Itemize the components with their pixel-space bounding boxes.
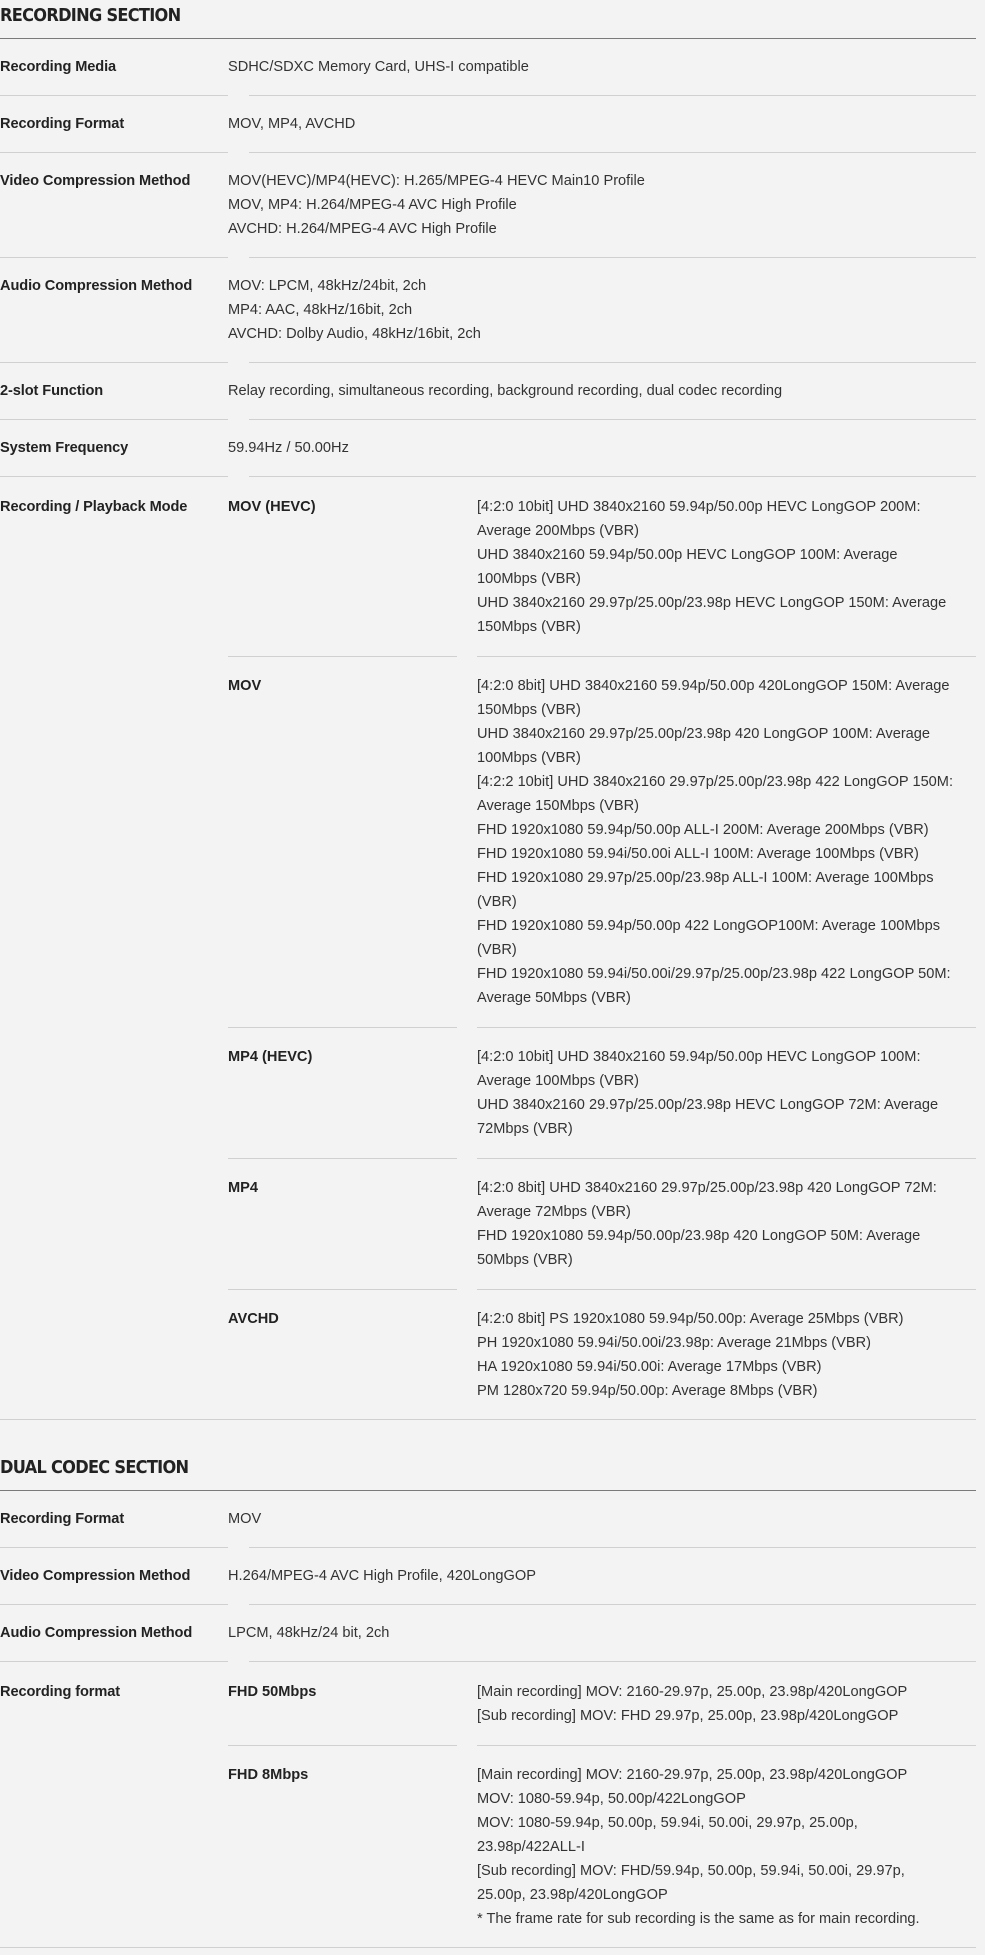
mode-description-line: Average 100Mbps (VBR) — [477, 1073, 639, 1089]
mode-description — [477, 656, 976, 1027]
spec-value-line: MOV(HEVC)/MP4(HEVC): H.265/MPEG-4 HEVC Main10 Profile — [228, 173, 645, 189]
spec-row — [0, 420, 976, 477]
mode-description-line: FHD 1920x1080 59.94p/50.00p 422 LongGOP100M: Average 100Mbps — [477, 918, 941, 934]
spec-value — [228, 1564, 976, 1588]
spec-value — [228, 379, 976, 403]
mode-description-line: UHD 3840x2160 59.94p/50.00p HEVC LongGOP 100M: Average — [477, 547, 898, 563]
playback-mode-list — [228, 477, 976, 1420]
mode-description — [477, 1158, 976, 1289]
mode-description-line: 25.00p, 23.98p/420LongGOP — [477, 1887, 668, 1903]
spec-label: Video Compression Method — [0, 173, 191, 189]
mode-description-line: [Main recording] MOV: 2160-29.97p, 25.00p, 23.98p/420LongGOP — [477, 1684, 908, 1700]
mode-description-line: Average 200Mbps (VBR) — [477, 523, 639, 539]
spec-row — [0, 96, 976, 153]
spec-value-line: LPCM, 48kHz/24 bit, 2ch — [228, 1625, 390, 1641]
mode-description-line: 23.98p/422ALL-I — [477, 1839, 585, 1855]
mode-description-line: Average 150Mbps (VBR) — [477, 798, 639, 814]
mode-description-line: (VBR) — [477, 942, 517, 958]
spec-row — [0, 1548, 976, 1605]
spec-value-line: SDHC/SDXC Memory Card, UHS-I compatible — [228, 59, 529, 75]
spec-row — [0, 39, 976, 96]
mode-entry — [228, 1289, 976, 1420]
mode-entry — [228, 1158, 976, 1289]
spec-row — [0, 1605, 976, 1662]
spec-label: Video Compression Method — [0, 1568, 191, 1584]
mode-description-line: UHD 3840x2160 29.97p/25.00p/23.98p HEVC LongGOP 72M: Average — [477, 1097, 939, 1113]
spec-value — [228, 1621, 976, 1645]
mode-description-line: UHD 3840x2160 29.97p/25.00p/23.98p 420 LongGOP 100M: Average — [477, 726, 931, 742]
mode-description-line: 72Mbps (VBR) — [477, 1121, 573, 1137]
mode-entry — [228, 1662, 976, 1745]
mode-description-line: UHD 3840x2160 29.97p/25.00p/23.98p HEVC LongGOP 150M: Average — [477, 595, 947, 611]
spec-value-line: MOV, MP4, AVCHD — [228, 116, 356, 132]
mode-description-line: [Sub recording] MOV: FHD 29.97p, 25.00p, 23.98p/420LongGOP — [477, 1708, 899, 1724]
section-title: RECORDING SECTION — [0, 5, 181, 26]
mode-description-line: 150Mbps (VBR) — [477, 619, 581, 635]
spec-label: Recording format — [0, 1684, 121, 1700]
spec-label: Recording Format — [0, 116, 125, 132]
mode-description-line: 150Mbps (VBR) — [477, 702, 581, 718]
mode-entry — [228, 1027, 976, 1158]
mode-description-line: FHD 1920x1080 59.94i/50.00i/29.97p/25.00p/23.98p 422 LongGOP 50M: — [477, 966, 951, 982]
recording-format-list — [228, 1662, 976, 1948]
spec-row — [0, 258, 976, 363]
mode-description-line: [4:2:0 10bit] UHD 3840x2160 59.94p/50.00p HEVC LongGOP 200M: — [477, 499, 921, 515]
mode-description — [477, 477, 976, 656]
spec-value-line: MOV: LPCM, 48kHz/24bit, 2ch — [228, 278, 427, 294]
spec-row-playback-mode — [0, 477, 976, 1420]
mode-name: MOV (HEVC) — [228, 499, 316, 515]
spec-value-line: MOV — [228, 1511, 262, 1527]
spec-label: Audio Compression Method — [0, 278, 193, 294]
spec-row-recording-format — [0, 1662, 976, 1948]
spec-value-line: MP4: AAC, 48kHz/16bit, 2ch — [228, 302, 413, 318]
mode-description — [477, 1745, 976, 1948]
spec-label: Audio Compression Method — [0, 1625, 193, 1641]
spec-value — [228, 1507, 976, 1531]
mode-description-line: MOV: 1080-59.94p, 50.00p, 59.94i, 50.00i, 29.97p, 25.00p, — [477, 1815, 858, 1831]
mode-description-line: Average 50Mbps (VBR) — [477, 990, 631, 1006]
mode-name: MP4 (HEVC) — [228, 1049, 313, 1065]
spec-value — [228, 55, 976, 79]
spec-label: Recording Format — [0, 1511, 125, 1527]
mode-entry — [228, 1745, 976, 1948]
section-title: DUAL CODEC SECTION — [0, 1457, 189, 1478]
spec-value — [228, 169, 976, 241]
mode-description-line: Average 72Mbps (VBR) — [477, 1204, 631, 1220]
mode-description-line: 100Mbps (VBR) — [477, 571, 581, 587]
mode-description-line: HA 1920x1080 59.94i/50.00i: Average 17Mbps (VBR) — [477, 1359, 822, 1375]
mode-description-line: [4:2:0 8bit] PS 1920x1080 59.94p/50.00p: Average 25Mbps (VBR) — [477, 1311, 904, 1327]
spec-label: Recording / Playback Mode — [0, 499, 188, 515]
mode-description-line: [Main recording] MOV: 2160-29.97p, 25.00p, 23.98p/420LongGOP — [477, 1767, 908, 1783]
spec-value-line: Relay recording, simultaneous recording, background recording, dual codec recording — [228, 383, 783, 399]
mode-description-line: MOV: 1080-59.94p, 50.00p/422LongGOP — [477, 1791, 746, 1807]
spec-row — [0, 1491, 976, 1548]
mode-description-line: [4:2:0 8bit] UHD 3840x2160 29.97p/25.00p/23.98p 420 LongGOP 72M: — [477, 1180, 937, 1196]
spec-row — [0, 363, 976, 420]
dual-codec-rows — [0, 1491, 976, 1662]
spec-row — [0, 153, 976, 258]
spec-value-line: 59.94Hz / 50.00Hz — [228, 440, 349, 456]
spec-value — [228, 112, 976, 136]
mode-entry — [228, 477, 976, 656]
mode-description-line: [4:2:0 8bit] UHD 3840x2160 59.94p/50.00p 420LongGOP 150M: Average — [477, 678, 950, 694]
mode-description-line: PH 1920x1080 59.94i/50.00i/23.98p: Average 21Mbps (VBR) — [477, 1335, 872, 1351]
row-divider — [0, 1947, 976, 1948]
mode-description-line: * The frame rate for sub recording is the same as for main recording. — [477, 1911, 920, 1927]
recording-section-header — [0, 0, 976, 39]
mode-description-line: 100Mbps (VBR) — [477, 750, 581, 766]
spec-value-line: AVCHD: H.264/MPEG-4 AVC High Profile — [228, 221, 497, 237]
mode-description-line: [Sub recording] MOV: FHD/59.94p, 50.00p, 59.94i, 50.00i, 29.97p, — [477, 1863, 905, 1879]
mode-description-line: FHD 1920x1080 29.97p/25.00p/23.98p ALL-I 100M: Average 100Mbps — [477, 870, 934, 886]
mode-description — [477, 1027, 976, 1158]
spec-value-line: MOV, MP4: H.264/MPEG-4 AVC High Profile — [228, 197, 517, 213]
mode-description-line: PM 1280x720 59.94p/50.00p: Average 8Mbps (VBR) — [477, 1383, 818, 1399]
mode-description — [477, 1289, 976, 1420]
mode-description — [477, 1662, 976, 1745]
spec-label: 2-slot Function — [0, 383, 104, 399]
spec-label: System Frequency — [0, 440, 129, 456]
mode-description-line: FHD 1920x1080 59.94p/50.00p/23.98p 420 LongGOP 50M: Average — [477, 1228, 921, 1244]
mode-name: AVCHD — [228, 1311, 279, 1327]
spec-value — [228, 274, 976, 346]
mode-name: FHD 8Mbps — [228, 1767, 309, 1783]
mode-description-line: FHD 1920x1080 59.94i/50.00i ALL-I 100M: Average 100Mbps (VBR) — [477, 846, 919, 862]
recording-rows — [0, 39, 976, 477]
mode-name: MP4 — [228, 1180, 259, 1196]
mode-description-line: [4:2:0 10bit] UHD 3840x2160 59.94p/50.00p HEVC LongGOP 100M: — [477, 1049, 921, 1065]
spec-value — [228, 436, 976, 460]
mode-description-line: [4:2:2 10bit] UHD 3840x2160 29.97p/25.00p/23.98p 422 LongGOP 150M: — [477, 774, 954, 790]
row-divider — [0, 1419, 976, 1420]
mode-description-line: (VBR) — [477, 894, 517, 910]
dual-codec-section-header — [0, 1420, 976, 1491]
spec-value-line: H.264/MPEG-4 AVC High Profile, 420LongGOP — [228, 1568, 536, 1584]
mode-description-line: FHD 1920x1080 59.94p/50.00p ALL-I 200M: Average 200Mbps (VBR) — [477, 822, 929, 838]
mode-entry — [228, 656, 976, 1027]
mode-name: MOV — [228, 678, 262, 694]
spec-label: Recording Media — [0, 59, 117, 75]
mode-name: FHD 50Mbps — [228, 1684, 317, 1700]
mode-description-line: 50Mbps (VBR) — [477, 1252, 573, 1268]
spec-value-line: AVCHD: Dolby Audio, 48kHz/16bit, 2ch — [228, 326, 481, 342]
